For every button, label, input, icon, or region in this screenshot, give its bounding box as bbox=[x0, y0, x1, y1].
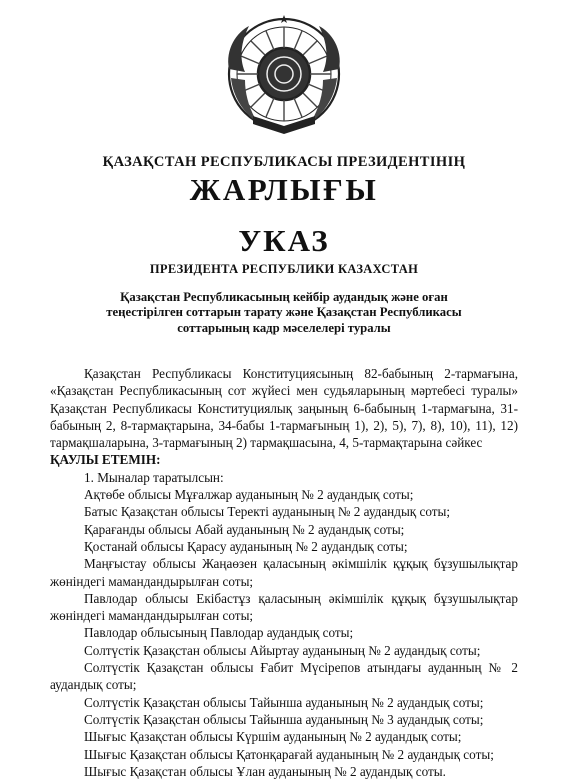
state-emblem-icon bbox=[223, 14, 345, 136]
document-body bbox=[50, 365, 518, 780]
list-item: Павлодар облысы Екібастұз қаласының әкімшілік құқық бұзушылықтар жөніндегі мамандандырылған соты; bbox=[50, 590, 518, 624]
list-item: Солтүстік Қазақстан облысы Ғабит Мүсірепов атындағы ауданның № 2 аудандық соты; bbox=[50, 660, 518, 693]
document-title bbox=[60, 290, 508, 336]
list-item: Маңғыстау облысы Жаңаөзен қаласының әкімшілік құқық бұзушылықтар жөніндегі мамандандырылған соты; bbox=[50, 556, 518, 589]
header-kz-line1: ҚАЗАҚСТАН РЕСПУБЛИКАСЫ ПРЕЗИДЕНТІНІҢ bbox=[102, 154, 466, 170]
list-item: Батыс Қазақстан облысы Теректі ауданының № 2 аудандық соты; bbox=[84, 504, 451, 520]
header-ru-line2: ПРЕЗИДЕНТА РЕСПУБЛИКИ КАЗАХСТАН bbox=[149, 262, 419, 276]
list-item: Шығыс Қазақстан облысы Қатонқарағай ауданының № 2 аудандық соты; bbox=[84, 746, 494, 762]
list-item: Солтүстік Қазақстан облысы Айыртау ауданының № 2 аудандық соты; bbox=[84, 642, 481, 658]
header-ru-decree: УКАЗ bbox=[238, 223, 330, 258]
list-item: Павлодар облысының Павлодар аудандық соты; bbox=[84, 625, 354, 641]
title-line: соттарының кадр мәселелері туралы bbox=[177, 320, 391, 335]
list-item: Қостанай облысы Қарасу ауданының № 2 аудандық соты; bbox=[84, 538, 408, 554]
list-item: Солтүстік Қазақстан облысы Тайынша ауданының № 2 аудандық соты; bbox=[84, 694, 484, 710]
list-item: Шығыс Қазақстан облысы Ұлан ауданының № 2 аудандық соты. bbox=[84, 763, 446, 779]
orders-label: ҚАУЛЫ ЕТЕМІН: bbox=[50, 452, 161, 468]
preamble: Қазақстан Республикасы Конституциясының 82-бабының 2-тармағына, «Қазақстан Республикасының сот жүйесі мен судьяларының мәртебесі туралы» Қазақстан Республикасы Конституциялық заңының 6-бабының 1-тармағына, 31-бабының 2, 8-тармақтарына, 34-бабы 1-тармағының 1), 2), 5), 7), 8), 10), 11), 12) тармақшаларына, 3-тармағының 2) тармақшасына, 4, 5-тармақтарына сәйкес bbox=[50, 366, 518, 451]
list-item: Ақтөбе облысы Мұғалжар ауданының № 2 аудандық соты; bbox=[84, 487, 414, 503]
clause-1: 1. Мыналар таратылсын: bbox=[84, 469, 224, 485]
list-item: Шығыс Қазақстан облысы Күршім ауданының № 2 аудандық соты; bbox=[84, 729, 462, 745]
list-item: Солтүстік Қазақстан облысы Тайынша ауданының № 3 аудандық соты; bbox=[84, 711, 484, 727]
title-line: Қазақстан Республикасының кейбір аудандық және оған bbox=[120, 290, 448, 304]
title-line: теңестірілген соттарын тарату және Қазақстан Республикасы bbox=[106, 305, 462, 320]
header-kz-decree: ЖАРЛЫҒЫ bbox=[189, 172, 379, 207]
list-item: Қарағанды облысы Абай ауданының № 2 аудандық соты; bbox=[84, 521, 405, 537]
